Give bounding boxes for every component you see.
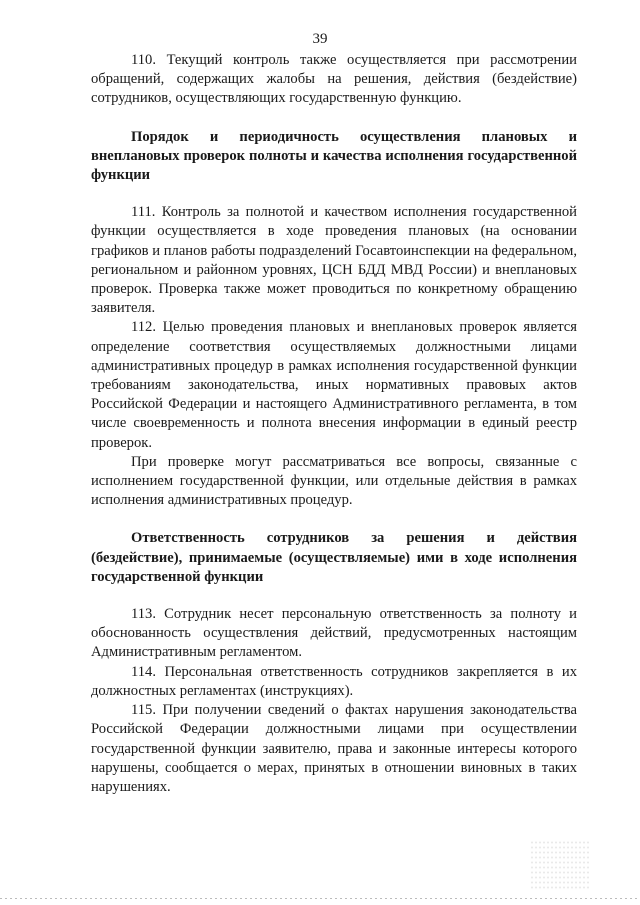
scan-edge-line — [0, 898, 640, 899]
page-number: 39 — [312, 31, 328, 47]
paragraph-110: 110. Текущий контроль также осуществляется при рассмотрении обращений, содержащих жалобы на решения, действия (бездействие) сотрудников, осуществляющих государственную функцию. — [91, 52, 577, 107]
paragraph-112-continued: При проверке могут рассматриваться все вопросы, связанные с исполнением государственной функции, или отдельные действия в рамках исполнения административных процедур. — [91, 453, 577, 509]
paragraph-112: 112. Целью проведения плановых и внеплановых проверок является определение соответствия осуществляемых должностными лицами административных процедур в рамках исполнения государственной функции требованиям законодательства, иных нормативных правовых актов Российской Федерации и настоящего Административного регламента, в том числе своевременность и полнота внесения информации в единый реестр проверок. — [91, 319, 577, 451]
paragraph-115: 115. При получении сведений о фактах нарушения законодательства Российской Федерации должностными лицами при осуществлении государственной функции заявителю, права и законные интересы которого нарушены, сообщается о мерах, принятых в отношении виновных в таких нарушениях. — [91, 702, 577, 795]
paragraph-114: 114. Персональная ответственность сотрудников закрепляется в их должностных регламентах (инструкциях). — [91, 663, 577, 699]
paragraph-111: 111. Контроль за полнотой и качеством исполнения государственной функции осуществляется в ходе проведения плановых (на основании графиков и планов работы подразделений Госавтоинспекции на федеральном, региональном и районном уровнях, ЦСН БДД МВД России) и внеплановых проверок. Проверка также может проводиться по конкретному обращению заявителя. — [91, 204, 577, 317]
document-body — [91, 51, 577, 797]
paragraph-113: 113. Сотрудник несет персональную ответственность за полноту и обоснованность осуществления действий, предусмотренных настоящим Административным регламентом. — [91, 606, 577, 661]
section-heading-responsibility: Ответственность сотрудников за решения и действия (бездействие), принимаемые (осуществляемые) ими в ходе исполнения государственной функции — [91, 530, 577, 585]
scan-noise — [530, 840, 590, 890]
section-heading-planned-inspections: Порядок и периодичность осуществления плановых и внеплановых проверок полноты и качества исполнения государственной функции — [91, 128, 577, 184]
